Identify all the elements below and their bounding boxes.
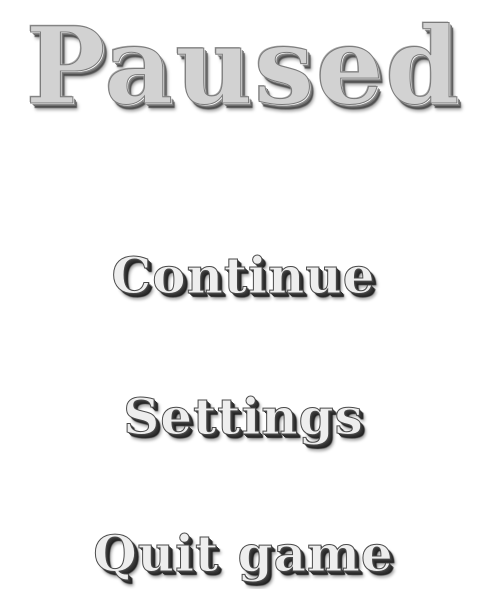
continue-button[interactable]: Continue — [111, 246, 376, 305]
pause-title: Paused — [25, 3, 462, 128]
quit-game-button[interactable]: Quit game — [93, 524, 394, 583]
settings-button[interactable]: Settings — [123, 387, 364, 446]
